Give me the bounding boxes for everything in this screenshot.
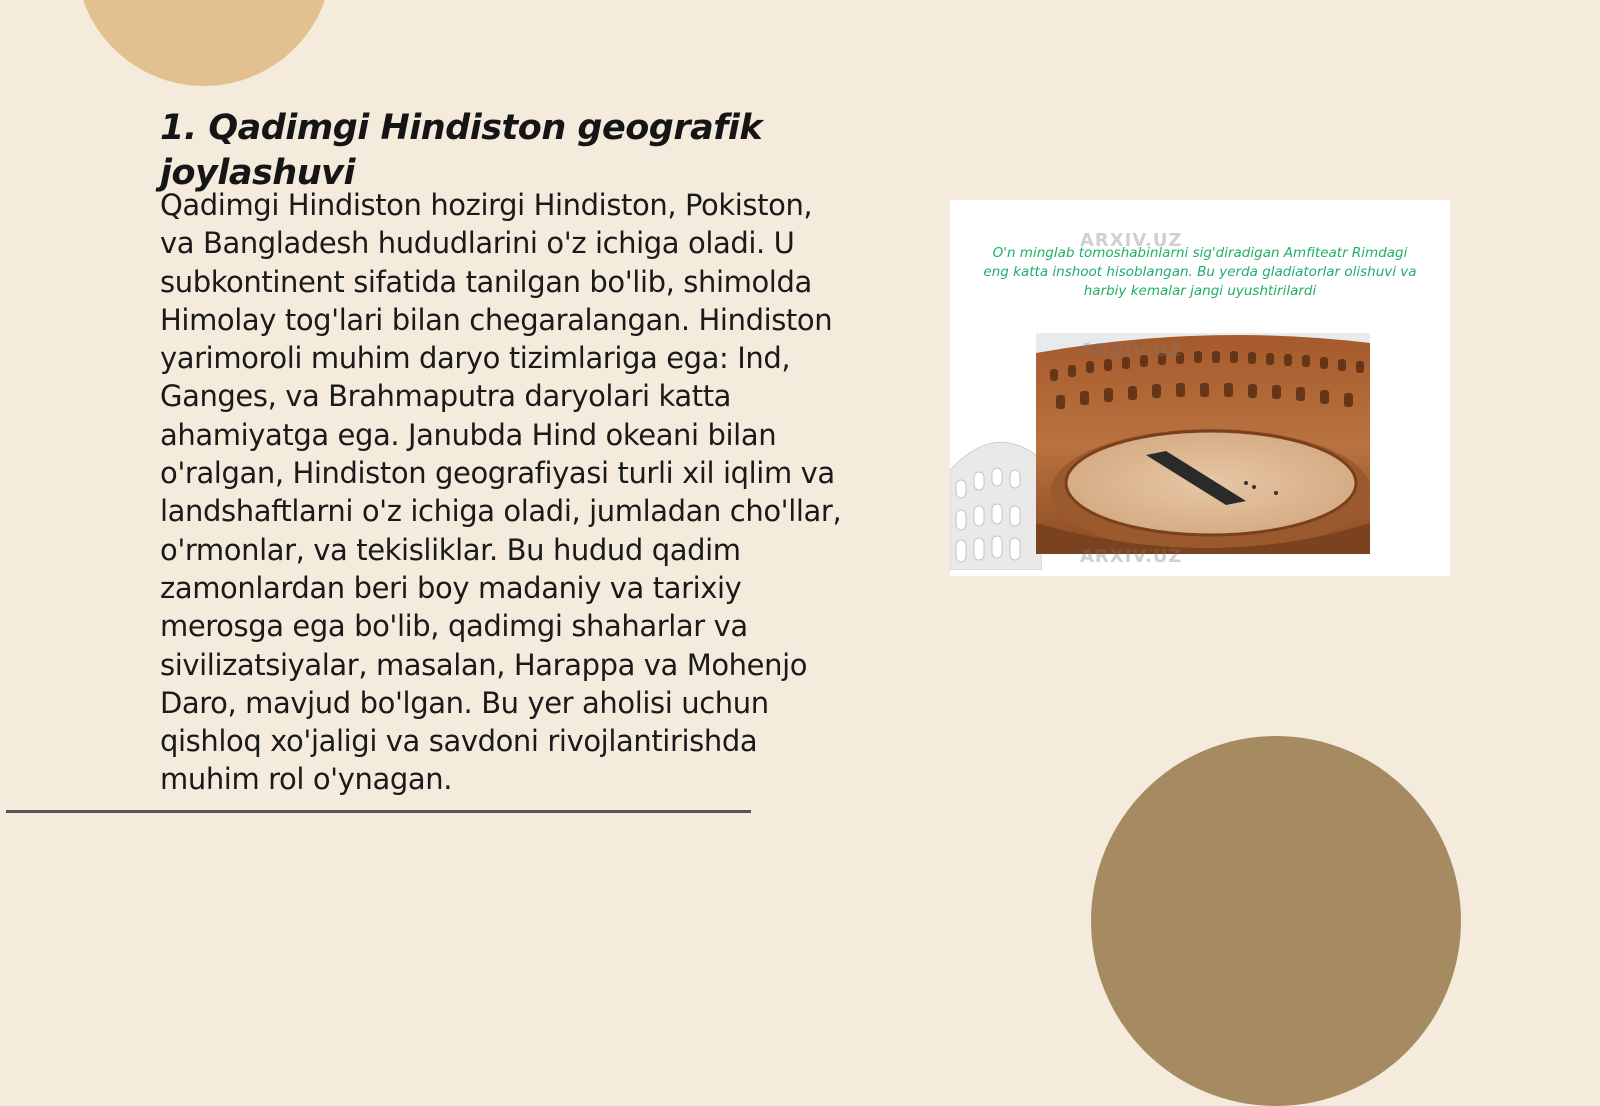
slide-title: 1. Qadimgi Hindiston geografik joylashuvi bbox=[160, 108, 763, 193]
watermark-text: ARXIV.UZ bbox=[1080, 340, 1183, 361]
slide-body-text: Qadimgi Hindiston hozirgi Hindiston, Pokiston, va Bangladesh hududlarini o'z ichiga oladi. U subkontinent sifatida tanilgan bo'lib, shimolda Himolay tog'lari bilan chegaralangan. Hindiston yarimoroli muhim daryo tizimlariga ega: Ind, Ganges, va Brahmaputra daryolari katta ahamiyatga ega. Janubda Hind okeani bilan o'ralgan, Hindiston geografiyasi turli xil iqlim va landshaftlarni o'z ichiga oladi, jumladan cho'llar, o'rmonlar, va tekisliklar. Bu hudud qadim zamonlardan beri boy madaniy va tarixiy merosga ega bo'lib, qadimgi shaharlar va sivilizatsiyalar, masalan, Harappa va Mohenjo Daro, mavjud bo'lgan. Bu yer aholisi uchun qishloq xo'jaligi va savdoni rivojlantirishda muhim rol o'ynagan. bbox=[160, 188, 842, 797]
watermark-text: ARXIV.UZ bbox=[1080, 230, 1183, 251]
horizontal-divider bbox=[6, 810, 751, 813]
amphitheatre-photo bbox=[1036, 333, 1370, 554]
decorative-circle-top bbox=[76, 0, 332, 86]
amphitheatre-image bbox=[950, 200, 1450, 576]
colosseum-sketch-icon bbox=[950, 410, 1042, 570]
watermark-text: ARXIV.UZ bbox=[1080, 546, 1183, 567]
image-caption: O'n minglab tomoshabinlarni sig'diradigan Amfiteatr Rimdagi eng katta inshoot hisoblangan. Bu yerda gladiatorlar olishuvi va harbiy kemalar jangi uyushtirilardi bbox=[983, 245, 1417, 299]
decorative-circle-bottom bbox=[1091, 736, 1461, 1106]
